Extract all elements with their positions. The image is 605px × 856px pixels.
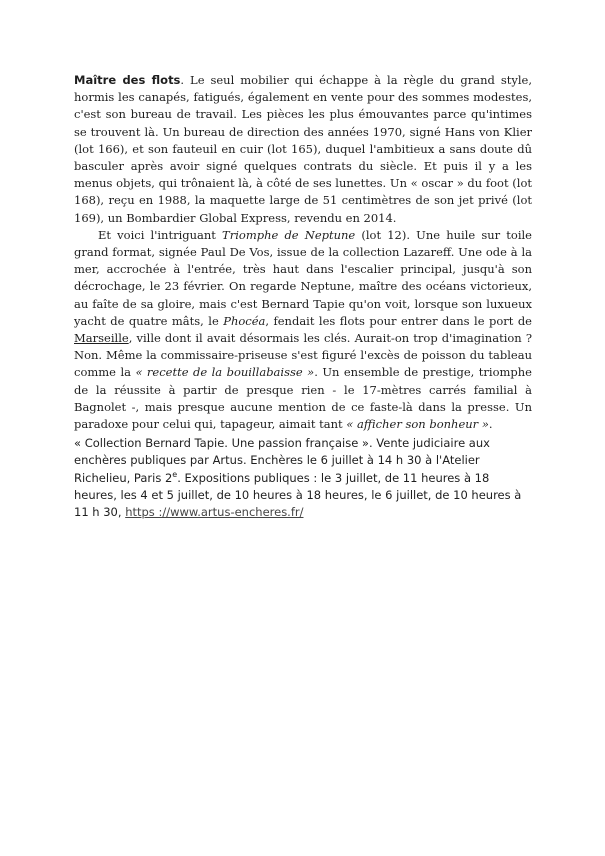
paragraph-bureau: [74, 72, 532, 227]
text-run: (lot 12). Une huile sur toile grand format, signée Paul De Vos, issue de la collection Lazareff. Une ode à la mer, accrochée à l'entrée, très haut dans l'escalier principal, jusqu'à son décrochage, le 23 février. On regarde Neptune, maître des océans victorieux, au faîte de sa gloire, mais c'est Bernard Tapie qu'on voit, lorsque son luxueux yacht de quatre mâts, le: [74, 227, 532, 328]
text-run: . Un ensemble de prestige, triomphe de la réussite à partir de presque rien - le 17-mètres carrés familial à Bagnolet -, mais presque aucune mention de ce faste-là dans la presse. Un paradoxe pour celui qui, tapageur, aimait tant: [74, 365, 532, 432]
text-run: , ville dont il avait désormais les clés. Aurait-on trop d'imagination ? Non. Même la commissaire-priseuse s'est figuré l'excès de poisson du tableau comme la: [74, 331, 532, 380]
paragraph-neptune: [74, 227, 532, 433]
city-name: Marseille: [74, 331, 129, 346]
text-run: , fendait les flots pour entrer dans le port de: [265, 313, 532, 328]
quote-bonheur: « afficher son bonheur »: [346, 417, 489, 432]
section-lead: Maître des flots: [74, 73, 181, 87]
painting-title: Triomphe de Neptune: [222, 227, 356, 242]
paragraph-text: . Le seul mobilier qui échappe à la règle du grand style, hormis les canapés, fatigués, également en vente pour des sommes modestes, c'est son bureau de travail. Les pièces les plus émouvantes parce qu'intimes se trouvent là. Un bureau de direction des années 1970, signé Hans von Klier (lot 166), et son fauteuil en cuir (lot 165), duquel l'ambitieux a sans doute dû basculer après avoir signé quelques contrats du siècle. Et puis il y a les menus objets, qui trônaient là, à côté de ses lunettes. Un « oscar » du foot (lot 168), reçu en 1988, la maquette large de 51 centimètres de son jet privé (lot 169), un Bombardier Global Express, revendu en 2014.: [74, 73, 533, 225]
article-body: [74, 72, 532, 521]
superscript: e: [172, 469, 178, 479]
note-text: . Expositions publiques : le 3 juillet, de 11 heures à 18 heures, les 4 et 5 juillet, de 10 heures à 18 heures, le 6 juillet, de 10 heures à 11 h 30,: [74, 470, 522, 520]
text-run: Et voici l'intriguant: [98, 227, 223, 242]
yacht-name: Phocéa: [223, 313, 266, 328]
text-run: .: [488, 417, 493, 432]
artus-website-link[interactable]: https ://www.artus-encheres.fr/: [125, 505, 304, 520]
quote-bouillabaisse: « recette de la bouillabaisse »: [135, 365, 315, 380]
sale-info-note: [74, 435, 532, 521]
note-text: « Collection Bernard Tapie. Une passion française ». Vente judiciaire aux enchères publiques par Artus. Enchères le 6 juillet à 14 h 30 à l'Atelier Richelieu, Paris 2: [74, 436, 490, 485]
